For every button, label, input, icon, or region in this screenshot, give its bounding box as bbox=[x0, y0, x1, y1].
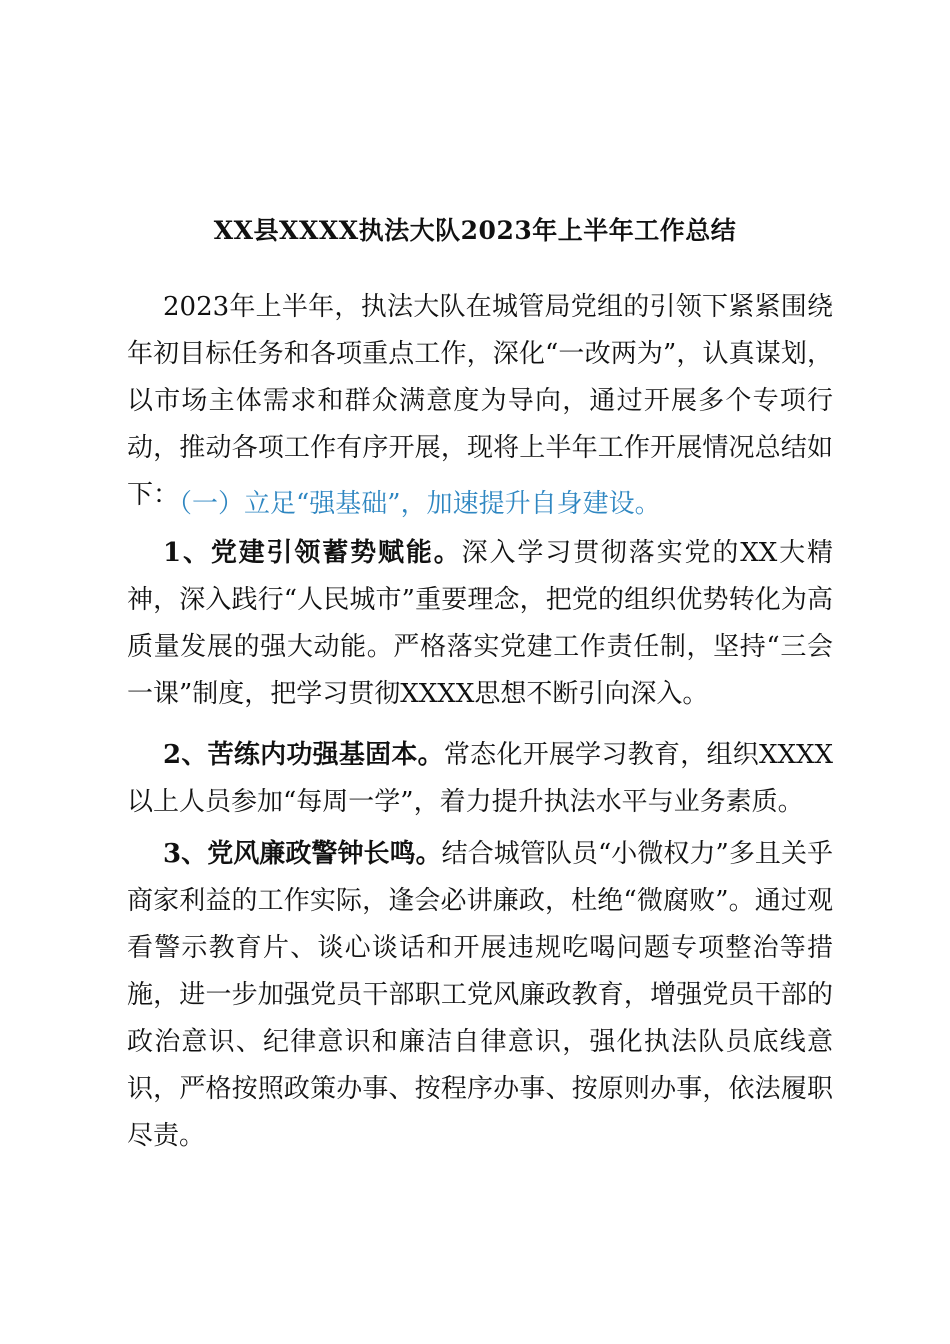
item-lead-1: 1、党建引领蓄势赋能。 bbox=[163, 538, 462, 568]
item-text-3: 结合城管队员“小微权力”多且关乎商家利益的工作实际，逢会必讲廉政，杜绝“微腐败”。通过观看警示教育片、谈心谈话和开展违规吃喝问题专项整治等措施，进一步加强党员干部职工党风廉政教育，增强党员干部的政治意识、纪律意识和廉洁自律意识，强化执法队员底线意识，严格按照政策办事、按程序办事、按原则办事，依法履职尽责。 bbox=[127, 839, 833, 1151]
intro-paragraph: 2023年上半年，执法大队在城管局党组的引领下紧紧围绕年初目标任务和各项重点工作，深化“一改两为”，认真谋划，以市场主体需求和群众满意度为导向，通过开展多个专项行动，推动各项工作有序开展，现将上半年工作开展情况总结如下： bbox=[127, 292, 833, 510]
item-paragraph-2 bbox=[127, 732, 833, 826]
section-heading-1: （一）立足“强基础”，加速提升自身建设。 bbox=[166, 489, 661, 519]
item-lead-3: 3、党风廉政警钟长鸣。 bbox=[163, 839, 442, 869]
item-text-1: 深入学习贯彻落实党的XX大精神，深入践行“人民城市”重要理念，把党的组织优势转化为高质量发展的强大动能。严格落实党建工作责任制，坚持“三会一课”制度，把学习贯彻XXXX思想不断引向深入。 bbox=[127, 538, 833, 709]
document-title: XX县XXXX执法大队2023年上半年工作总结 bbox=[213, 216, 737, 245]
item-paragraph-1 bbox=[127, 530, 833, 718]
item-lead-2: 2、苦练内功强基固本。 bbox=[163, 740, 444, 770]
item-paragraph-3 bbox=[127, 831, 833, 1160]
item-text-2: 常态化开展学习教育，组织XXXX以上人员参加“每周一学”，着力提升执法水平与业务素质。 bbox=[127, 740, 834, 817]
